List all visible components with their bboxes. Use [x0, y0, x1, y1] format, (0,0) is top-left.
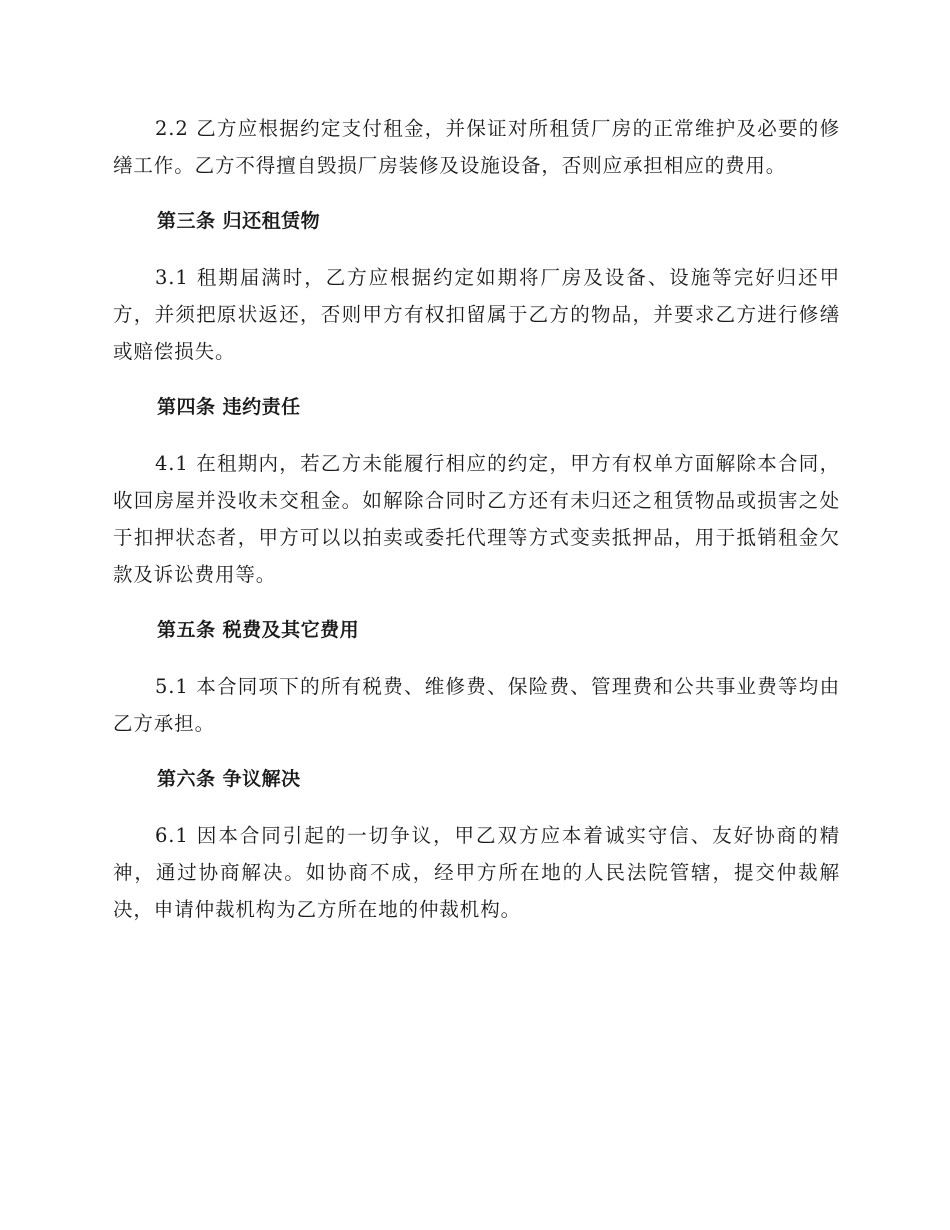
article-3-heading: 第三条 归还租赁物 — [157, 210, 321, 232]
article-4-heading: 第四条 违约责任 — [157, 396, 301, 418]
article-6-heading: 第六条 争议解决 — [157, 768, 301, 790]
clause-4-1-paragraph: 4.1 在租期内，若乙方未能履行相应的约定，甲方有权单方面解除本合同，收回房屋并没收未交租金。如解除合同时乙方还有未归还之租赁物品或损害之处于扣押状态者，甲方可以以拍卖或委托代理等方式变卖抵押品，用于抵销租金欠款及诉讼费用等。 — [113, 452, 840, 586]
clause-6-1-paragraph: 6.1 因本合同引起的一切争议，甲乙双方应本着诚实守信、友好协商的精神，通过协商解决。如协商不成，经甲方所在地的人民法院管辖，提交仲裁解决，申请仲裁机构为乙方所在地的仲裁机构。 — [113, 824, 840, 921]
clause-2-2-paragraph: 2.2 乙方应根据约定支付租金，并保证对所租赁厂房的正常维护及必要的修缮工作。乙方不得擅自毁损厂房装修及设施设备，否则应承担相应的费用。 — [113, 117, 840, 177]
document-body — [113, 110, 840, 947]
article-5-heading: 第五条 税费及其它费用 — [157, 619, 360, 641]
clause-5-1-paragraph: 5.1 本合同项下的所有税费、维修费、保险费、管理费和公共事业费等均由乙方承担。 — [113, 675, 840, 735]
clause-3-1-paragraph: 3.1 租期届满时，乙方应根据约定如期将厂房及设备、设施等完好归还甲方，并须把原状返还，否则甲方有权扣留属于乙方的物品，并要求乙方进行修缮或赔偿损失。 — [113, 266, 840, 363]
